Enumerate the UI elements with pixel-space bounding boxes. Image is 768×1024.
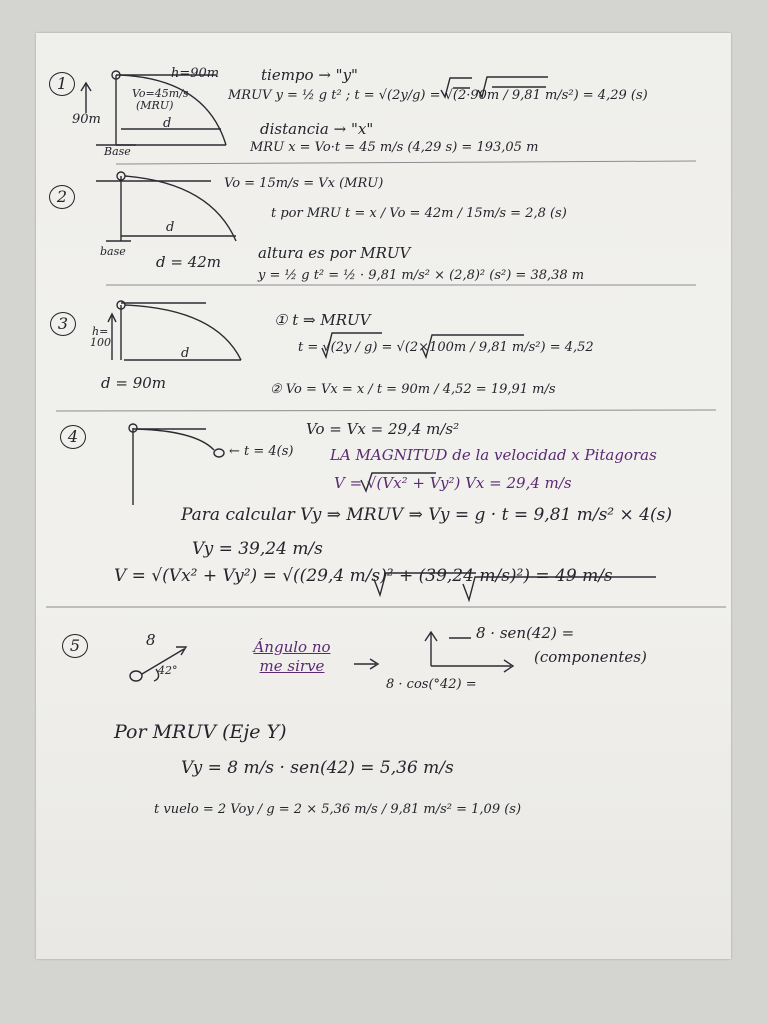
problem-number-2: 2 <box>49 185 75 209</box>
height-label: h=90m <box>171 66 220 81</box>
problem-3-line-2: t = √(2y / g) = √(2×100m / 9,81 m/s²) = 4,52 <box>298 340 594 355</box>
problem-2-line-3: altura es por MRUV <box>258 244 411 262</box>
problem-number-1: 1 <box>49 72 75 96</box>
problem-3-line-3: ② Vo = Vx = x / t = 90m / 4,52 = 19,91 m/s <box>270 382 556 397</box>
problem-4-line-3: V = √(Vx² + Vy²) Vx = 29,4 m/s <box>334 474 572 492</box>
height-value: 100 <box>90 336 111 349</box>
problem-5-line-1: 8 · sen(42) = <box>476 624 575 642</box>
problem-number-4: 4 <box>60 425 86 449</box>
time-label: ← t = 4(s) <box>229 444 294 459</box>
separator-1 <box>116 161 696 164</box>
problem-1-line-3: distancia → "x" <box>260 120 374 138</box>
distance-label: d <box>163 116 172 131</box>
problem-2-line-4: y = ½ g t² = ½ · 9,81 m/s² × (2,8)² (s²) = 38,38 m <box>258 268 585 283</box>
problem-4-line-6: V = √(Vx² + Vy²) = √((29,4 m/s)² + (39,24 m/s)²) = 49 m/s <box>114 566 613 586</box>
problem-4-line-1: Vo = Vx = 29,4 m/s² <box>306 420 460 438</box>
side-height-label: 90m <box>72 112 101 127</box>
problem-1-line-2: MRUV y = ½ g t² ; t = √(2y/g) = √(2·90m / 9,81 m/s²) = 4,29 (s) <box>228 88 648 103</box>
problem-5-line-3: 8 · cos(°42) = <box>386 677 477 692</box>
given-distance: d = 42m <box>156 253 222 271</box>
problem-2-line-1: Vo = 15m/s = Vx (MRU) <box>224 176 384 191</box>
problem-1-line-1: tiempo → "y" <box>261 66 358 84</box>
problem-4-line-5: Vy = 39,24 m/s <box>192 539 323 559</box>
problem-5-line-5: Vy = 8 m/s · sen(42) = 5,36 m/s <box>181 758 454 778</box>
page-drawings <box>36 33 731 959</box>
problem-1-line-4: MRU x = Vo·t = 45 m/s (4,29 s) = 193,05 m <box>250 140 539 155</box>
problem-4-line-4: Para calcular Vy ⇒ MRUV ⇒ Vy = g · t = 9,81 m/s² × 4(s) <box>181 505 672 525</box>
base-label: base <box>100 245 126 258</box>
height-label: h= <box>92 325 109 338</box>
problem-5-line-6: t vuelo = 2 Voy / g = 2 × 5,36 m/s / 9,81 m/s² = 1,09 (s) <box>154 802 522 817</box>
base-label: Base <box>104 145 131 158</box>
problem-3-line-1: ① t ⇒ MRUV <box>274 311 371 329</box>
problem-2-line-2: t por MRU t = x / Vo = 42m / 15m/s = 2,8 (s) <box>271 206 567 221</box>
problem-5-line-2: (componentes) <box>534 648 647 666</box>
problem-number-5: 5 <box>62 634 88 658</box>
given-distance: d = 90m <box>101 374 167 392</box>
problem-5-line-4: Por MRUV (Eje Y) <box>114 721 287 743</box>
problem-number-3: 3 <box>50 312 76 336</box>
angle-note: Ángulo no me sirve <box>253 638 331 675</box>
distance-label: d <box>166 220 175 235</box>
problem-4-line-2: LA MAGNITUD de la velocidad x Pitagoras <box>330 446 657 464</box>
distance-label: d <box>181 346 190 361</box>
notebook-page <box>36 33 731 959</box>
velocity-sub-label: (MRU) <box>136 99 174 112</box>
angle-label: 42° <box>158 664 178 677</box>
velocity-label: Vo=45m/s <box>132 87 189 100</box>
separator-3 <box>56 410 716 411</box>
vector-label: 8 <box>146 631 156 649</box>
